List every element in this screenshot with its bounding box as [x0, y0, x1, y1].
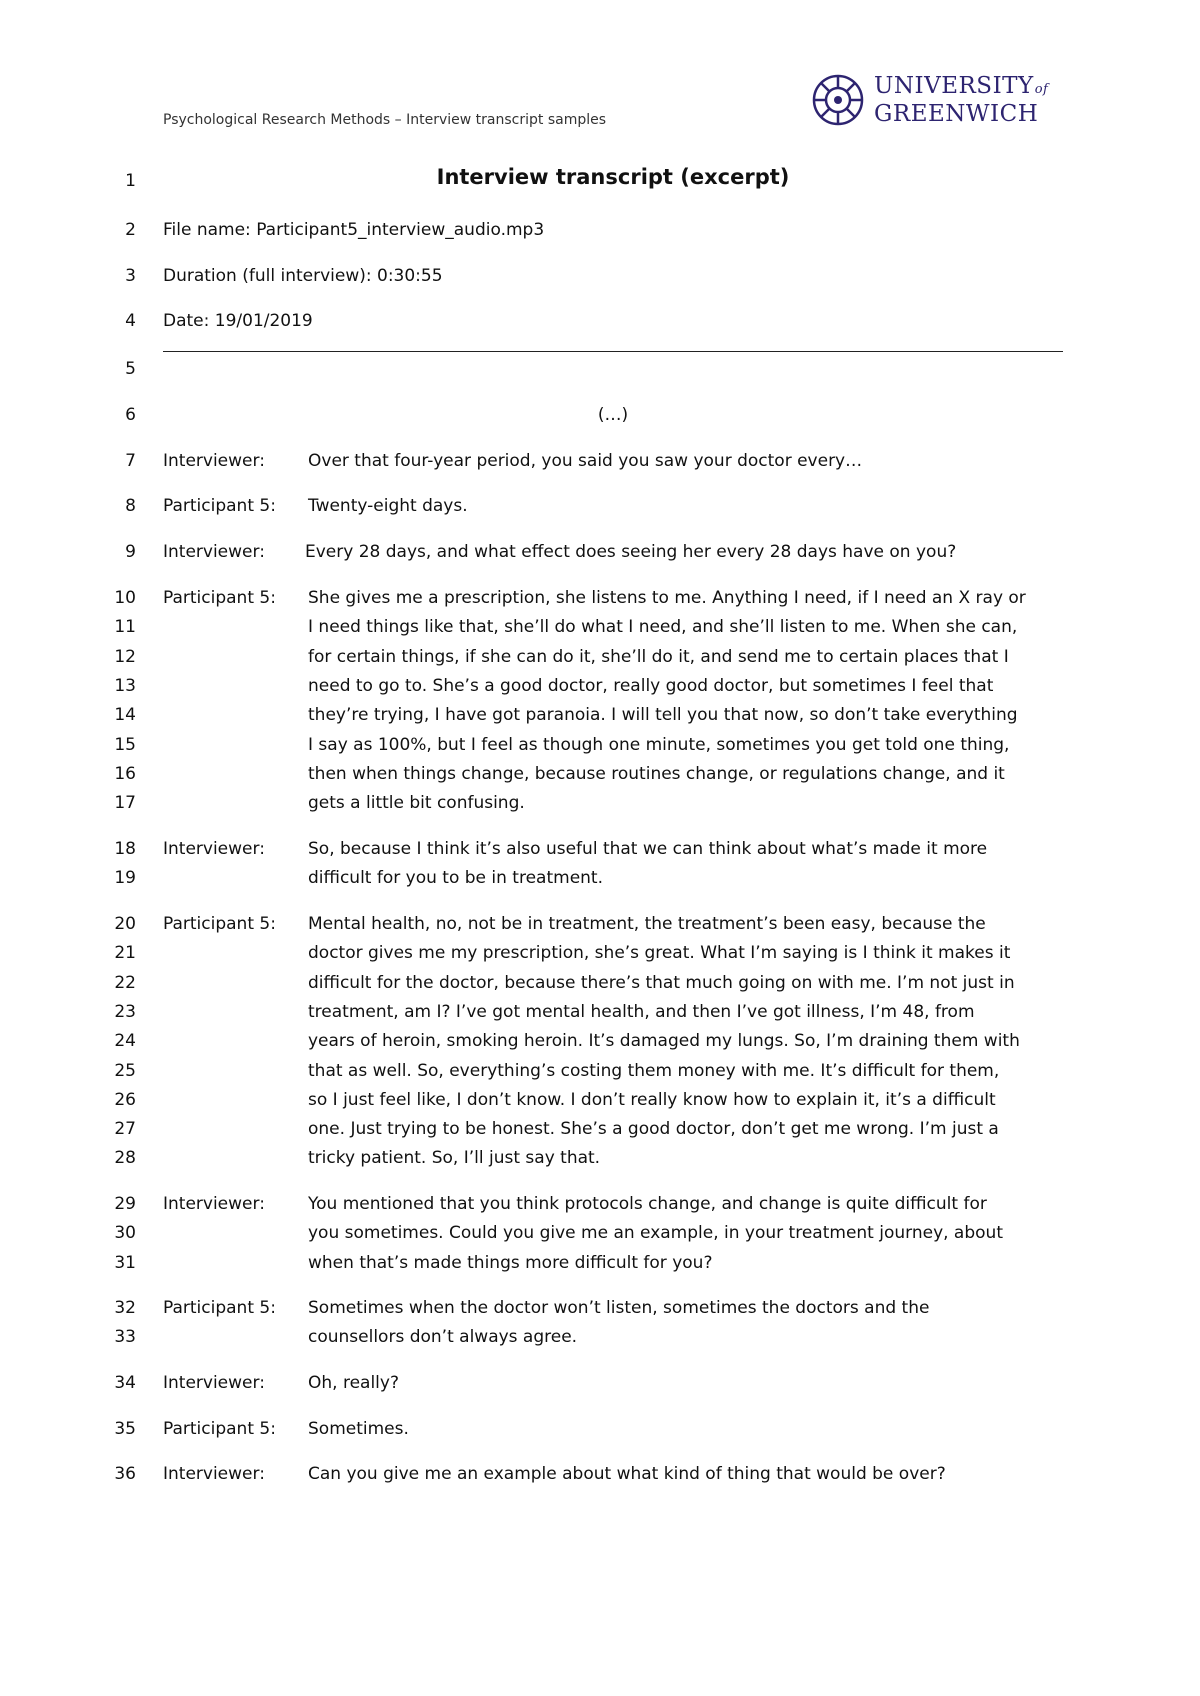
- line-number: 14: [114, 705, 136, 726]
- line-number: 28: [114, 1148, 136, 1169]
- speaker-label: Participant 5:: [163, 496, 276, 516]
- utterance-line: Sometimes when the doctor won’t listen, sometimes the doctors and the: [308, 1298, 930, 1318]
- utterance-line: so I just feel like, I don’t know. I don’t really know how to explain it, it’s a difficult: [308, 1089, 996, 1110]
- line-number: 17: [114, 793, 136, 814]
- utterance-line: I say as 100%, but I feel as though one minute, sometimes you get told one thing,: [308, 734, 1010, 755]
- utterance-line: years of heroin, smoking heroin. It’s damaged my lungs. So, I’m draining them with: [308, 1031, 1020, 1052]
- line-number: 13: [114, 675, 136, 696]
- utterance-line: they’re trying, I have got paranoia. I will tell you that now, so don’t take everything: [308, 705, 1018, 726]
- line-number: 31: [114, 1252, 136, 1273]
- speaker-label: Interviewer:: [163, 542, 265, 562]
- line-number: 8: [125, 496, 136, 516]
- utterance-line: one. Just trying to be honest. She’s a good doctor, don’t get me wrong. I’m just a: [308, 1119, 999, 1140]
- speaker-label: Interviewer:: [163, 1194, 265, 1214]
- line-number: 20: [114, 914, 136, 934]
- utterance-line: Mental health, no, not be in treatment, the treatment’s been easy, because the: [308, 914, 986, 934]
- line-number: 5: [125, 359, 136, 379]
- utterance-line: I need things like that, she’ll do what I need, and she’ll listen to me. When she can,: [308, 617, 1018, 638]
- line-number: 4: [125, 311, 136, 331]
- meta-date: Date: 19/01/2019: [163, 311, 313, 331]
- utterance-line: gets a little bit confusing.: [308, 793, 525, 814]
- line-number: 6: [125, 405, 136, 425]
- line-number: 10: [114, 588, 136, 608]
- header-divider: [163, 351, 1063, 352]
- line-number: 35: [114, 1419, 136, 1439]
- utterance-line: tricky patient. So, I’ll just say that.: [308, 1148, 601, 1169]
- line-number: 36: [114, 1464, 136, 1484]
- utterance-line: when that’s made things more difficult for you?: [308, 1252, 713, 1273]
- utterance-line: that as well. So, everything’s costing them money with me. It’s difficult for them,: [308, 1060, 1000, 1081]
- line-number: 27: [114, 1119, 136, 1140]
- running-header: Psychological Research Methods – Interview transcript samples: [163, 112, 607, 128]
- utterance-line: difficult for you to be in treatment.: [308, 868, 603, 889]
- university-logo: [810, 72, 1048, 128]
- speaker-label: Interviewer:: [163, 451, 265, 471]
- utterance-line: then when things change, because routines change, or regulations change, and it: [308, 763, 1005, 784]
- speaker-label: Interviewer:: [163, 1464, 265, 1484]
- line-number: 29: [114, 1194, 136, 1214]
- line-number: 26: [114, 1089, 136, 1110]
- speaker-label: Interviewer:: [163, 839, 265, 859]
- utterance-line: treatment, am I? I’ve got mental health, and then I’ve got illness, I’m 48, from: [308, 1001, 975, 1022]
- line-number: 15: [114, 734, 136, 755]
- speaker-label: Participant 5:: [163, 914, 276, 934]
- utterance-line: She gives me a prescription, she listens to me. Anything I need, if I need an X ray or: [308, 588, 1026, 608]
- line-number: 16: [114, 763, 136, 784]
- line-number: 12: [114, 646, 136, 667]
- utterance-line: need to go to. She’s a good doctor, really good doctor, but sometimes I feel that: [308, 675, 994, 696]
- line-number: 18: [114, 839, 136, 859]
- utterance-line: for certain things, if she can do it, she’ll do it, and send me to certain places that I: [308, 646, 1009, 667]
- page-title: Interview transcript (excerpt): [436, 165, 790, 189]
- line-number: 21: [114, 943, 136, 964]
- utterance-line: Sometimes.: [308, 1419, 409, 1439]
- line-number: 2: [125, 220, 136, 240]
- utterance-line: Oh, really?: [308, 1373, 399, 1393]
- line-number: 7: [125, 451, 136, 471]
- utterance-line: you sometimes. Could you give me an example, in your treatment journey, about: [308, 1223, 1003, 1244]
- speaker-label: Interviewer:: [163, 1373, 265, 1393]
- logo-of-text: of: [1034, 82, 1049, 97]
- line-number: 25: [114, 1060, 136, 1081]
- omission-marker: (…): [597, 405, 629, 425]
- line-number: 3: [125, 266, 136, 286]
- utterance-line: difficult for the doctor, because there’s that much going on with me. I’m not just in: [308, 972, 1015, 993]
- speaker-label: Participant 5:: [163, 588, 276, 608]
- line-number: 23: [114, 1001, 136, 1022]
- utterance-line: Can you give me an example about what kind of thing that would be over?: [308, 1464, 946, 1484]
- line-number: 11: [114, 617, 136, 638]
- logo-university-text: UNIVERSITY: [874, 73, 1034, 99]
- utterance-line: counsellors don’t always agree.: [308, 1327, 578, 1348]
- line-number: 24: [114, 1031, 136, 1052]
- line-number: 33: [114, 1327, 136, 1348]
- line-number: 19: [114, 868, 136, 889]
- utterance-line: So, because I think it’s also useful that we can think about what’s made it more: [308, 839, 988, 859]
- line-number: 34: [114, 1373, 136, 1393]
- line-number: 9: [125, 542, 136, 562]
- utterance-line: You mentioned that you think protocols change, and change is quite difficult for: [308, 1194, 987, 1214]
- utterance-line: Over that four-year period, you said you saw your doctor every…: [308, 451, 863, 471]
- speaker-label: Participant 5:: [163, 1298, 276, 1318]
- line-number: 30: [114, 1223, 136, 1244]
- meta-file-name: File name: Participant5_interview_audio.mp3: [163, 220, 545, 240]
- utterance-line: doctor gives me my prescription, she’s great. What I’m saying is I think it makes it: [308, 943, 1011, 964]
- line-number: 1: [125, 171, 136, 191]
- utterance-line: Twenty-eight days.: [308, 496, 468, 516]
- university-crest-icon: [810, 72, 866, 128]
- logo-greenwich-text: GREENWICH: [874, 101, 1039, 127]
- speaker-label: Participant 5:: [163, 1419, 276, 1439]
- meta-duration: Duration (full interview): 0:30:55: [163, 266, 443, 286]
- line-number: 22: [114, 972, 136, 993]
- line-number: 32: [114, 1298, 136, 1318]
- utterance-line: Every 28 days, and what effect does seeing her every 28 days have on you?: [305, 542, 957, 562]
